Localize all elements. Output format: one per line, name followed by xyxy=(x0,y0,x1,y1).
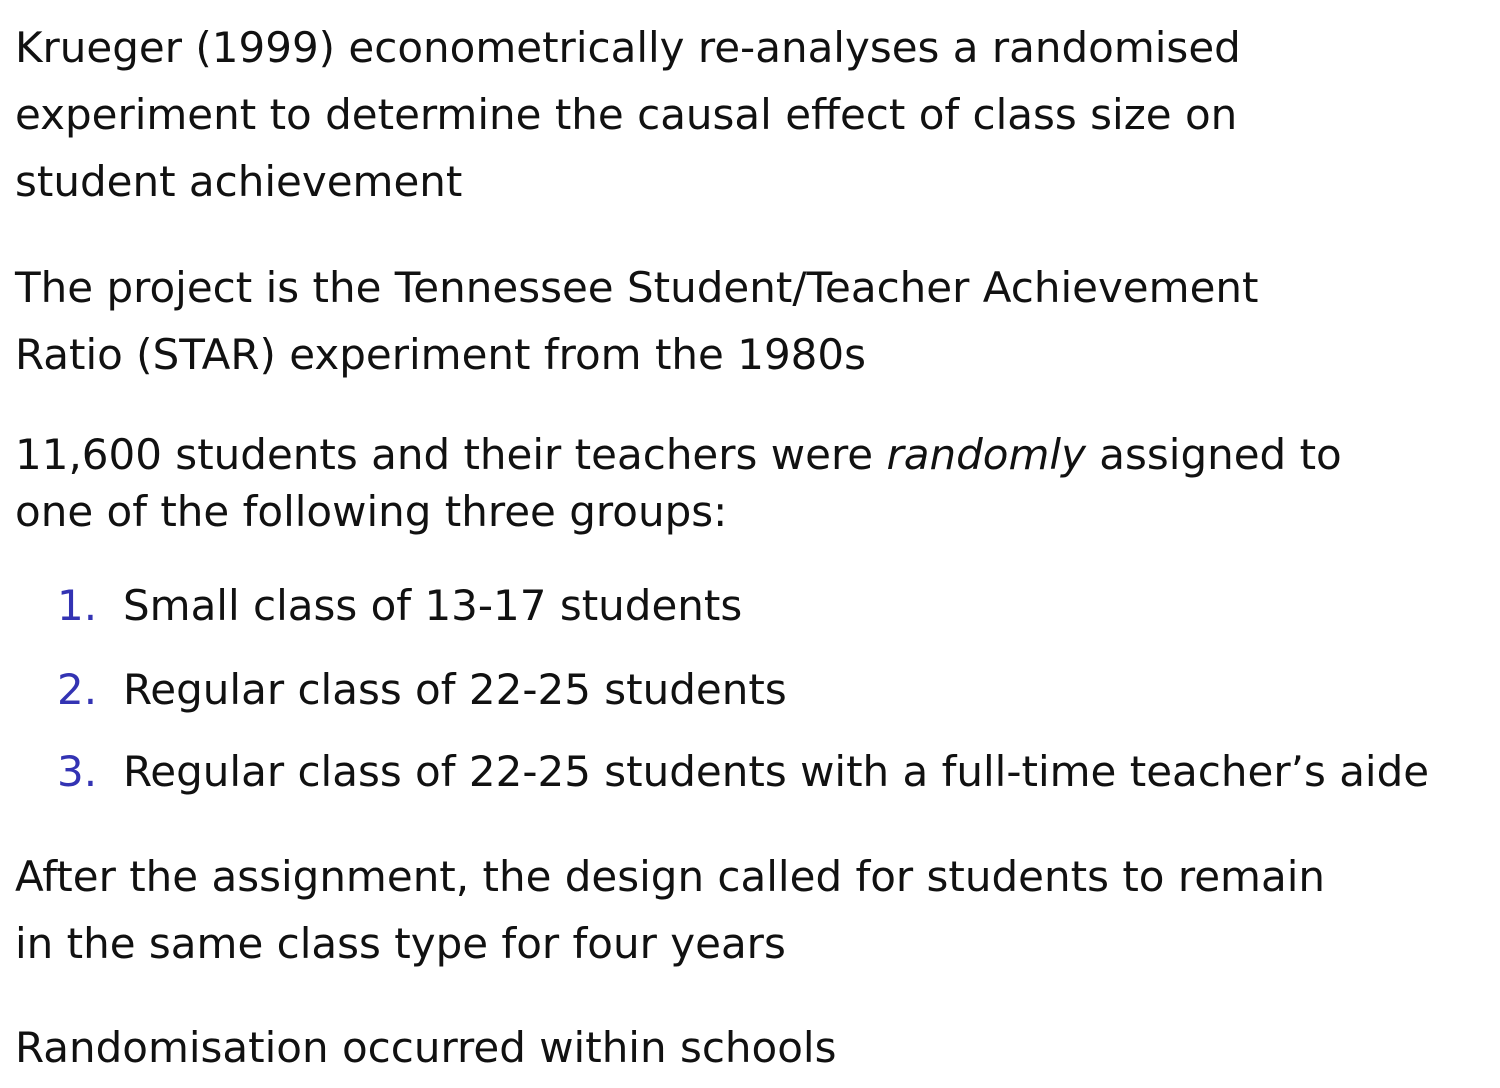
text-line: Krueger (1999) econometrically re-analyses a randomised xyxy=(15,23,1241,72)
text-line xyxy=(15,426,1342,483)
item-number: 1. xyxy=(57,581,98,630)
item-number: 2. xyxy=(57,665,98,714)
text-line: After the assignment, the design called for students to remain xyxy=(15,852,1325,901)
text-line: The project is the Tennessee Student/Teacher Achievement xyxy=(15,263,1259,312)
project-paragraph xyxy=(15,254,1259,388)
text-line: in the same class type for four years xyxy=(15,919,786,968)
group-list-item xyxy=(57,578,742,634)
text-segment: assigned to xyxy=(1085,430,1342,479)
text-line: Ratio (STAR) experiment from the 1980s xyxy=(15,330,866,379)
item-number: 3. xyxy=(57,747,98,796)
item-text: Regular class of 22-25 students with a full-time teacher’s aide xyxy=(123,747,1430,796)
intro-paragraph xyxy=(15,14,1241,215)
text-line: one of the following three groups: xyxy=(15,487,728,536)
emphasis-text: randomly xyxy=(886,430,1086,479)
group-list-item xyxy=(57,662,787,718)
item-text: Small class of 13-17 students xyxy=(123,581,743,630)
text-line: Randomisation occurred within schools xyxy=(15,1023,837,1072)
text-line: experiment to determine the causal effect of class size on xyxy=(15,90,1238,139)
randomisation-paragraph xyxy=(15,1014,836,1081)
text-line: student achievement xyxy=(15,157,463,206)
text-segment: 11,600 students and their teachers were xyxy=(15,430,887,479)
design-paragraph xyxy=(15,843,1325,977)
group-list-item xyxy=(57,744,1429,800)
assignment-paragraph xyxy=(15,426,1342,540)
item-text: Regular class of 22-25 students xyxy=(123,665,787,714)
